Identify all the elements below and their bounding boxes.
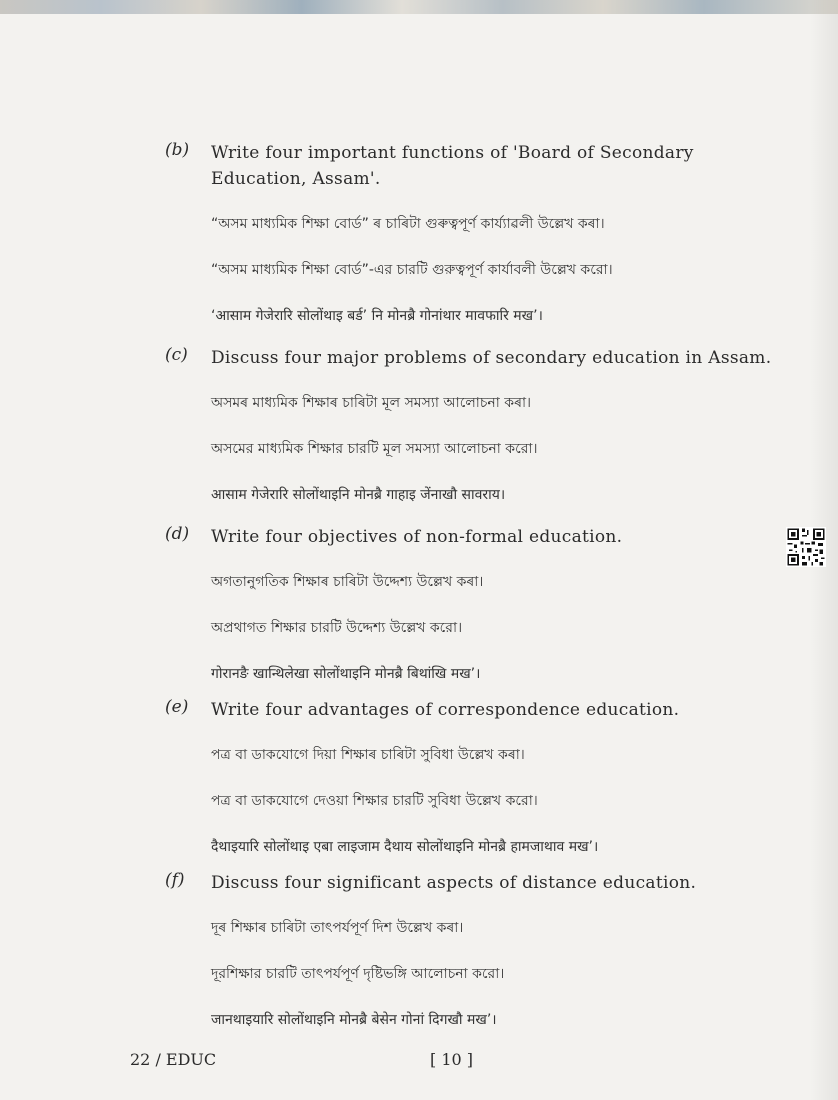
scanned-page-top-edge bbox=[0, 0, 838, 14]
question-c bbox=[165, 345, 785, 509]
translation-assamese: অসমৰ মাধ্যমিক শিক্ষাৰ চাৰিটা মূল সমস্যা আলোচনা কৰা। bbox=[211, 395, 532, 411]
translation-bodo: ‘आसाम गेजेरारि सोलोंथाइ बर्ड’ नि मोनब्रै गोनांथार मावफारि मख’। bbox=[211, 308, 543, 324]
translation-bengali: পত্র বা ডাকযোগে দেওয়া শিক্ষার চারটি সুবিধা উল্লেখ করো। bbox=[211, 793, 538, 809]
translation-bodo: गोरानङै खान्थिलेखा सोलोंथाइनि मोनब्रै बिथांखि मख’। bbox=[211, 666, 481, 682]
question-f bbox=[165, 870, 785, 1034]
paper-code: 22 / EDUC bbox=[130, 1050, 217, 1069]
question-label: (e) bbox=[165, 697, 189, 717]
translation-assamese: অগতানুগতিক শিক্ষাৰ চাৰিটা উদ্দেশ্য উল্লেখ কৰা। bbox=[211, 574, 484, 590]
translation-bengali: “অসম মাধ্যমিক শিক্ষা বোর্ড”-এর চারটি গুরুত্বপূর্ণ কার্যাবলী উল্লেখ করো। bbox=[211, 262, 613, 278]
question-d bbox=[165, 524, 785, 688]
translation-bodo: दैथाइयारि सोलोंथाइ एबा लाइजाम दैथाय सोलोंथाइनि मोनब्रै हामजाथाव मख’। bbox=[211, 839, 599, 855]
page-number: [ 10 ] bbox=[430, 1050, 474, 1069]
question-b bbox=[165, 140, 785, 330]
translation-bodo: आसाम गेजेरारि सोलोंथाइनि मोनब्रै गाहाइ जेंनाखौ सावराय। bbox=[211, 487, 506, 503]
question-label: (d) bbox=[165, 524, 190, 544]
question-text: Write four advantages of correspondence education. bbox=[211, 700, 680, 720]
translation-bengali: অসমের মাধ্যমিক শিক্ষার চারটি মূল সমস্যা আলোচনা করো। bbox=[211, 441, 538, 457]
qr-code-icon bbox=[786, 527, 826, 567]
question-e bbox=[165, 697, 785, 861]
translation-assamese: “অসম মাধ্যমিক শিক্ষা বোৰ্ড” ৰ চাৰিটা গুৰুত্বপূৰ্ণ কাৰ্য্যাৱলী উল্লেখ কৰা। bbox=[211, 216, 605, 232]
question-text: Discuss four major problems of secondary education in Assam. bbox=[211, 348, 772, 368]
question-text: Write four objectives of non-formal education. bbox=[211, 527, 623, 547]
translation-bengali: দূরশিক্ষার চারটি তাৎপর্যপূর্ণ দৃষ্টিভঙ্গি আলোচনা করো। bbox=[211, 966, 505, 982]
translation-bodo: जानथाइयारि सोलोंथाइनि मोनब्रै बेसेन गोनां दिगखौ मख’। bbox=[211, 1012, 497, 1028]
question-text: Write four important functions of 'Board of Secondary Education, Assam'. bbox=[211, 143, 694, 189]
question-label: (f) bbox=[165, 870, 185, 890]
question-text: Discuss four significant aspects of distance education. bbox=[211, 873, 697, 893]
translation-assamese: দূৰ শিক্ষাৰ চাৰিটা তাৎপৰ্যপূৰ্ণ দিশ উল্লেখ কৰা। bbox=[211, 920, 464, 936]
question-label: (b) bbox=[165, 140, 190, 160]
question-label: (c) bbox=[165, 345, 188, 365]
translation-bengali: অপ্রথাগত শিক্ষার চারটি উদ্দেশ্য উল্লেখ করো। bbox=[211, 620, 463, 636]
translation-assamese: পত্ৰ বা ডাকযোগে দিয়া শিক্ষাৰ চাৰিটা সুবিধা উল্লেখ কৰা। bbox=[211, 747, 525, 763]
